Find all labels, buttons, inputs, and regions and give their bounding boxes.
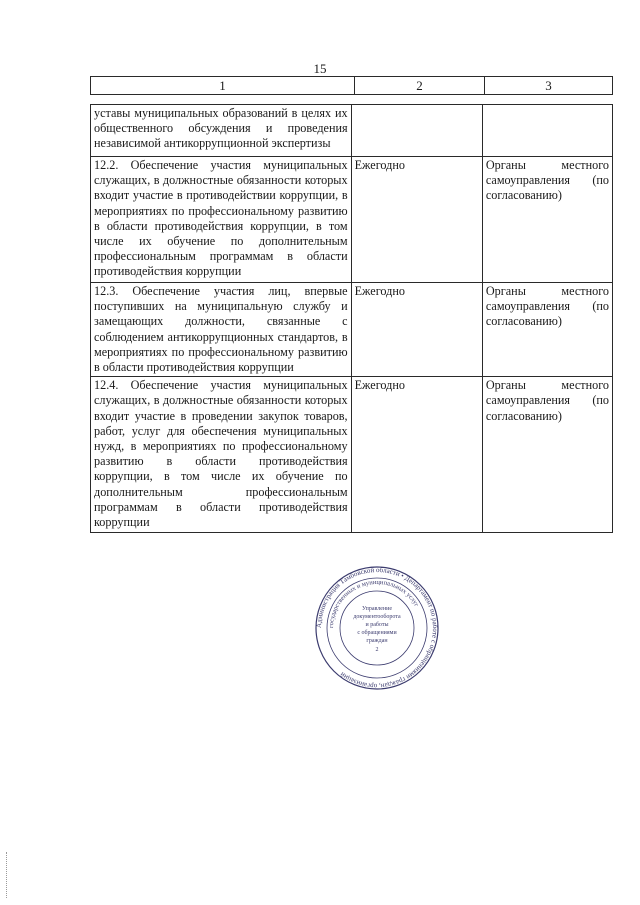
page-number: 15 bbox=[313, 61, 327, 76]
measures-table bbox=[90, 104, 613, 533]
table-row bbox=[91, 377, 613, 533]
measure-cell: уставы муниципальных образований в целях их общественного обсуждения и проведения независимой антикоррупционной экспертизы bbox=[91, 105, 352, 157]
table-row bbox=[91, 105, 613, 157]
stamp-number: 2 bbox=[375, 647, 379, 653]
executor-cell bbox=[482, 105, 612, 157]
header-col-3: 3 bbox=[485, 77, 613, 95]
table-header bbox=[90, 76, 613, 95]
term-cell: Ежегодно bbox=[351, 157, 482, 283]
stamp-center-line: и работы bbox=[365, 622, 389, 628]
official-seal-stamp bbox=[313, 566, 441, 690]
table-row bbox=[91, 283, 613, 377]
stamp-center-line: Управление bbox=[361, 606, 393, 612]
header-col-1: 1 bbox=[91, 77, 355, 95]
measure-cell: 12.4. Обеспечение участия муниципальных служащих, в должностные обязанности которых входит участие в проведении закупок товаров, работ, услуг для обеспечения муниципальных нужд, в мероприятиях по профессиональному развитию в области противодействия коррупции, в том числе их обучение по дополнительным профессиональным программам в области противодействия коррупции bbox=[91, 377, 352, 533]
executor-cell: Органы местного самоуправления (по согласованию) bbox=[482, 283, 612, 377]
table-row bbox=[91, 157, 613, 283]
measure-cell: 12.2. Обеспечение участия муниципальных служащих, в должностные обязанности которых входит участие в противодействии коррупции, в мероприятиях по профессиональному развитию в области противодействия коррупции, в том числе их обучение по дополнительным профессиональным программам в области противодействия коррупции bbox=[91, 157, 352, 283]
term-cell: Ежегодно bbox=[351, 283, 482, 377]
margin-dots bbox=[6, 852, 9, 898]
stamp-center-line: документооборота bbox=[353, 614, 401, 620]
stamp-outer-text: Администрация Тамбовской области • Департамент по работе с обращениями граждан, организаций bbox=[314, 566, 440, 690]
stamp-center-line: граждан bbox=[366, 638, 388, 644]
term-cell bbox=[351, 105, 482, 157]
header-col-2: 2 bbox=[355, 77, 485, 95]
stamp-inner-text: государственных и муниципальных услуг bbox=[327, 578, 420, 629]
term-cell: Ежегодно bbox=[351, 377, 482, 533]
executor-cell: Органы местного самоуправления (по согласованию) bbox=[482, 157, 612, 283]
executor-cell: Органы местного самоуправления (по согласованию) bbox=[482, 377, 612, 533]
measure-cell: 12.3. Обеспечение участия лиц, впервые поступивших на муниципальную службу и замещающих должности, связанные с соблюдением антикоррупционных стандартов, в мероприятиях по профессиональному развитию в области противодействия коррупции bbox=[91, 283, 352, 377]
stamp-center-line: с обращениями bbox=[357, 630, 397, 636]
